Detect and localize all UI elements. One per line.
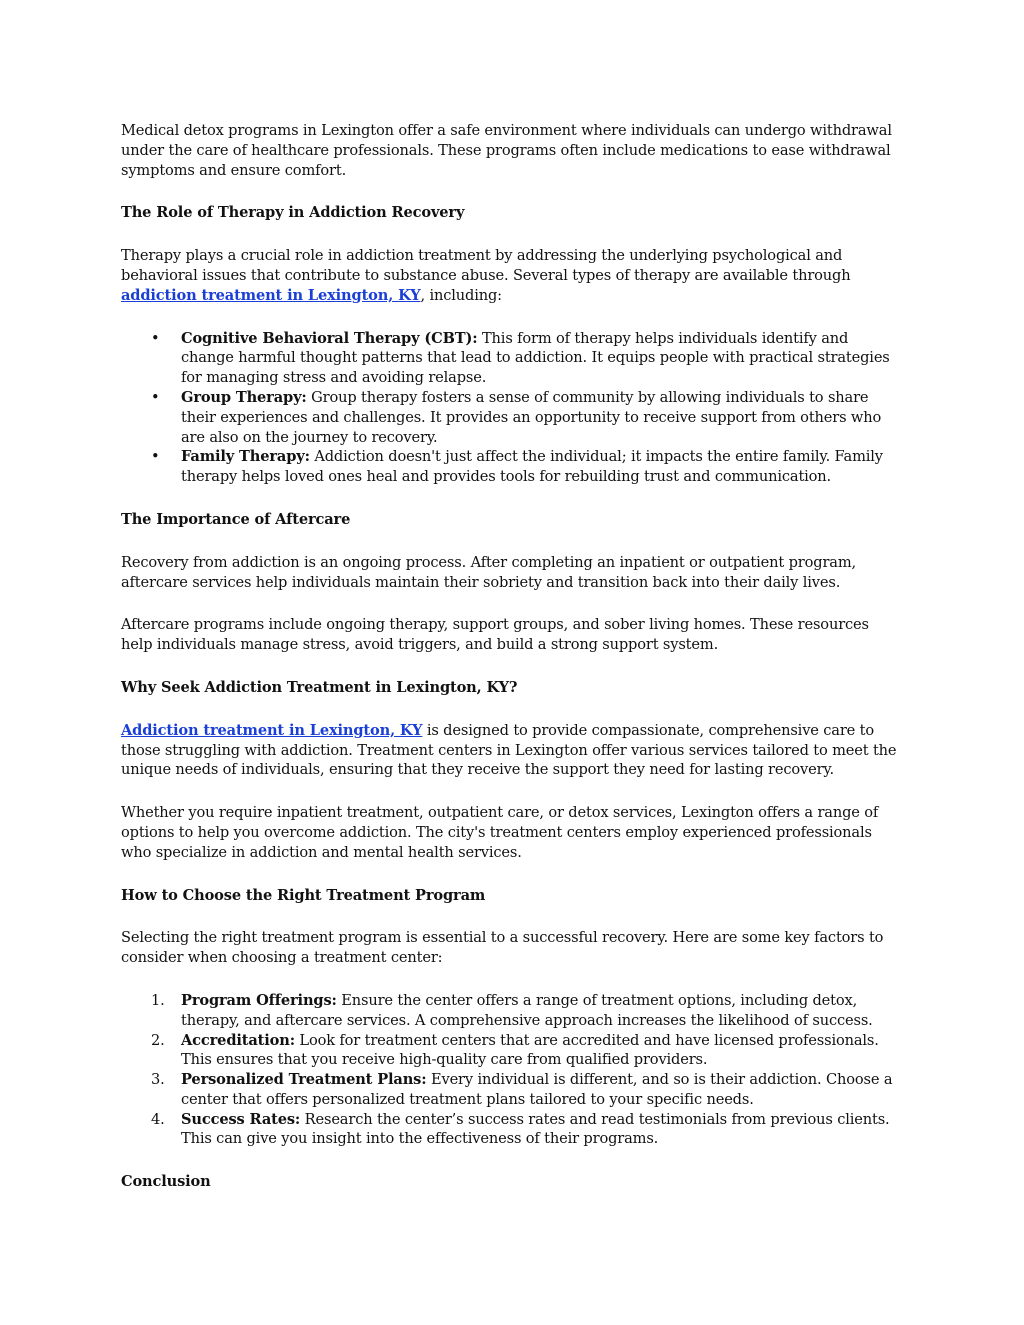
therapy-heading: The Role of Therapy in Addiction Recovery [121,204,465,222]
list-item-text: Look for treatment centers that are accredited and have licensed professionals. This ensures that you receive high-quality care from qualified providers. [181,1031,879,1069]
therapy-list [121,329,901,487]
bullet-icon: • [151,329,160,347]
intro-paragraph: Medical detox programs in Lexington offer a safe environment where individuals can undergo withdrawal under the care of healthcare professionals. These programs often include medications to ease withdrawal symptoms and ensure comfort. [121,122,892,179]
list-number: 4. [151,1110,165,1128]
list-item-accreditation [151,1031,901,1071]
list-item-term: Group Therapy: [181,388,307,406]
list-item-term: Accreditation: [181,1031,295,1049]
list-item-term: Personalized Treatment Plans: [181,1071,427,1089]
list-number: 2. [151,1031,165,1049]
therapy-text-after-link: , including: [420,286,502,304]
list-item-text: Ensure the center offers a range of treatment options, including detox, therapy, and aftercare services. A comprehensive approach increases the likelihood of success. [181,991,873,1029]
list-item-term: Program Offerings: [181,991,337,1009]
list-item-term: Cognitive Behavioral Therapy (CBT): [181,329,478,347]
list-item-cbt [151,329,901,388]
list-item-personalized-plans [151,1070,901,1110]
list-item-text: Every individual is different, and so is their addiction. Choose a center that offers personalized treatment plans tailored to your specific needs. [181,1071,893,1108]
therapy-paragraph [121,246,901,305]
list-item-text: Addiction doesn't just affect the individual; it impacts the entire family. Family therapy helps loved ones heal and provides tools for rebuilding trust and communication. [181,448,883,486]
bullet-icon: • [151,388,160,406]
list-item-text: Research the center’s success rates and read testimonials from previous clients. This can give you insight into the effectiveness of their programs. [181,1110,890,1148]
therapy-text-before-link: Therapy plays a crucial role in addiction treatment by addressing the underlying psychological and behavioral issues that contribute to substance abuse. Several types of therapy are available through [121,247,851,284]
why-heading: Why Seek Addiction Treatment in Lexington, KY? [121,678,518,696]
bullet-icon: • [151,448,160,466]
why-text-after-link: is designed to provide compassionate, comprehensive care to those struggling with addiction. Treatment centers in Lexington offer various services tailored to meet the unique needs of individuals, ensuring that they receive the support they need for lasting recovery. [121,721,897,779]
document-page [121,121,901,1215]
list-item-success-rates [151,1110,901,1150]
list-item-term: Family Therapy: [181,448,310,466]
list-item-family-therapy [151,447,901,487]
list-item-text: Group therapy fosters a sense of community by allowing individuals to share their experiences and challenges. It provides an opportunity to receive support from others who are also on the journey to recovery. [181,388,882,446]
list-number: 3. [151,1071,165,1089]
why-paragraph-1 [121,721,901,780]
aftercare-heading: The Importance of Aftercare [121,510,351,528]
factors-list [121,991,901,1149]
choose-paragraph: Selecting the right treatment program is essential to a successful recovery. Here are some key factors to consider when choosing a treatment center: [121,929,884,967]
addiction-treatment-link[interactable]: addiction treatment in Lexington, KY [121,286,421,304]
list-item-term: Success Rates: [181,1110,301,1128]
choose-heading: How to Choose the Right Treatment Program [121,886,486,904]
conclusion-heading: Conclusion [121,1173,211,1191]
aftercare-paragraph-1: Recovery from addiction is an ongoing process. After completing an inpatient or outpatient program, aftercare services help individuals maintain their sobriety and transition back into their daily lives. [121,553,857,591]
addiction-treatment-link-2[interactable]: Addiction treatment in Lexington, KY [121,721,423,739]
list-item-text: This form of therapy helps individuals identify and change harmful thought patterns that lead to addiction. It equips people with practical strategies for managing stress and avoiding relapse. [181,329,890,387]
list-item-group-therapy [151,388,901,447]
aftercare-paragraph-2: Aftercare programs include ongoing therapy, support groups, and sober living homes. These resources help individuals manage stress, avoid triggers, and build a strong support system. [121,616,869,654]
why-paragraph-2: Whether you require inpatient treatment, outpatient care, or detox services, Lexington offers a range of options to help you overcome addiction. The city's treatment centers employ experienced professionals who specialize in addiction and mental health services. [121,804,879,861]
list-item-program-offerings [151,991,901,1031]
list-number: 1. [151,991,165,1009]
